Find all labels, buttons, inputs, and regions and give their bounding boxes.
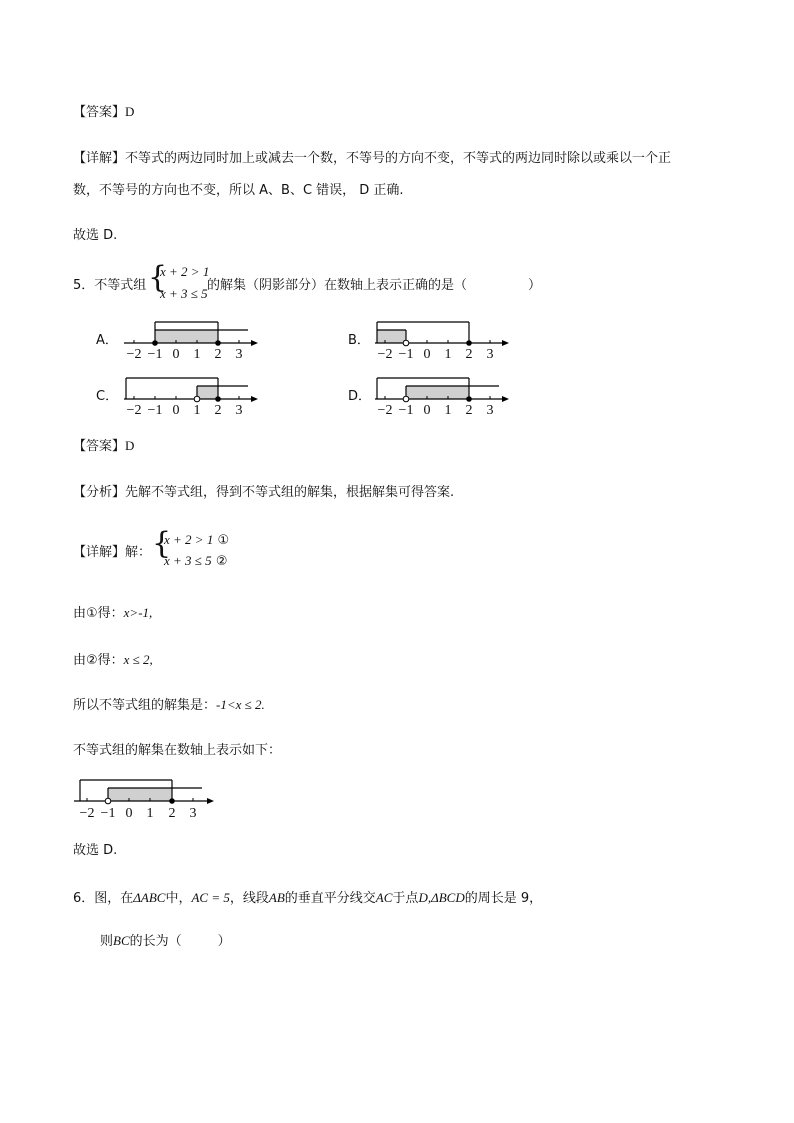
question-5-close: ） [528, 278, 542, 293]
number-line-d [371, 374, 511, 416]
solid-point [169, 798, 175, 804]
option-a-label[interactable]: A． [96, 333, 118, 348]
tick-label: −1 [147, 347, 163, 362]
tick-label: −2 [377, 347, 393, 362]
answer-value: D [125, 438, 135, 453]
inequality-1: x + 2 > 1 [160, 264, 210, 279]
solid-point [215, 340, 221, 346]
system-brace: { [152, 526, 172, 561]
step-prefix: 由①得： [73, 606, 124, 621]
eq2-text: x + 3 ≤ 5 [164, 553, 212, 568]
tick-label: 1 [444, 403, 452, 418]
tick-label: 3 [486, 347, 494, 362]
question-6-line-1: 6．图，在ΔABC中，AC = 5，线段AB的垂直平分线交AC于点D,ΔBCD的周长是 9， [73, 890, 543, 906]
tick-label: 2 [214, 403, 222, 418]
tick-label: 0 [423, 403, 431, 418]
eq1-text: x + 2 > 1 [164, 532, 214, 547]
step-prefix: 所以不等式组的解集是： [73, 698, 217, 713]
solid-point [215, 396, 221, 402]
solid-point [152, 340, 158, 346]
detail-text: 不等式的两边同时加上或减去一个数，不等号的方向不变，不等式的两边同时除以或乘以一个正 [125, 151, 672, 166]
step-1 [73, 605, 152, 622]
tick-label: −1 [100, 806, 116, 821]
choose-line-2: 故选 D. [73, 843, 118, 858]
answer-line [73, 104, 134, 121]
tick-label: 2 [214, 347, 222, 362]
detail-line-1 [73, 151, 671, 167]
step-math: -1<x ≤ 2. [216, 697, 265, 712]
number-line-b [371, 318, 511, 360]
answer-bracket: 【答案】 [73, 439, 126, 454]
shaded-region [406, 386, 469, 399]
analysis-bracket: 【分析】 [73, 485, 126, 500]
tick-label: 0 [125, 806, 133, 821]
answer-line-2 [73, 438, 134, 455]
tick-label: 0 [423, 347, 431, 362]
detail2-line [73, 545, 151, 561]
step-2 [73, 652, 153, 669]
tick-label: 1 [193, 403, 201, 418]
tick-label: 3 [235, 347, 243, 362]
tick-label: 3 [189, 806, 197, 821]
detail-bracket: 【详解】 [73, 151, 126, 166]
solid-point [466, 396, 472, 402]
tick-label: 2 [168, 806, 176, 821]
tick-label: −1 [398, 403, 414, 418]
open-point [403, 396, 409, 402]
option-c-label[interactable]: C． [96, 389, 119, 404]
detail-line-2: 数，不等号的方向也不变，所以 A、B、C 错误， D 正确. [73, 183, 404, 198]
detail-bracket: 【详解】 [73, 545, 126, 560]
step-4: 不等式组的解集在数轴上表示如下： [73, 743, 282, 758]
shaded-region [108, 788, 172, 801]
tick-label: 3 [486, 403, 494, 418]
tick-label: −2 [126, 403, 142, 418]
answer-value: D [125, 104, 135, 119]
step-prefix: 由②得： [73, 653, 124, 668]
inequality-2: x + 3 ≤ 5 [160, 286, 208, 301]
detail-prefix: 解： [125, 545, 152, 560]
eq1-mark: ① [217, 533, 230, 548]
equation-2 [164, 553, 227, 570]
tick-label: 0 [172, 403, 180, 418]
answer-bracket: 【答案】 [73, 105, 126, 120]
shaded-region [197, 386, 218, 399]
tick-label: 2 [465, 403, 473, 418]
system-brace: { [148, 260, 168, 295]
step-3 [73, 697, 265, 714]
open-point [403, 340, 409, 346]
tick-label: −1 [147, 403, 163, 418]
open-point [105, 798, 111, 804]
tick-label: 3 [235, 403, 243, 418]
tick-label: 1 [146, 806, 154, 821]
analysis-text: 先解不等式组，得到不等式组的解集，根据解集可得答案. [125, 485, 455, 500]
equation-1 [164, 532, 229, 549]
question-5-text: 的解集（阴影部分）在数轴上表示正确的是（ [207, 278, 468, 293]
final-number-line [70, 776, 220, 820]
open-point [194, 396, 200, 402]
tick-label: −2 [79, 806, 95, 821]
number-line-c [120, 374, 260, 416]
tick-label: 2 [465, 347, 473, 362]
tick-label: 0 [172, 347, 180, 362]
solid-point [466, 340, 472, 346]
tick-label: −2 [377, 403, 393, 418]
tick-label: 1 [193, 347, 201, 362]
shaded-region [155, 330, 218, 343]
tick-label: −1 [398, 347, 414, 362]
shaded-region [377, 330, 406, 343]
question-5-number: 5．不等式组 [73, 278, 147, 293]
eq2-mark: ② [215, 554, 228, 569]
tick-label: −2 [126, 347, 142, 362]
choose-line: 故选 D. [73, 228, 118, 243]
option-d-label[interactable]: D． [348, 389, 372, 404]
analysis-line [73, 485, 454, 501]
option-b-label[interactable]: B． [348, 333, 370, 348]
number-line-a [120, 318, 260, 360]
tick-label: 1 [444, 347, 452, 362]
step-math: x>-1, [123, 605, 153, 620]
question-6-line-2: 则BC的长为（ ） [100, 933, 231, 949]
step-math: x ≤ 2, [123, 652, 153, 667]
